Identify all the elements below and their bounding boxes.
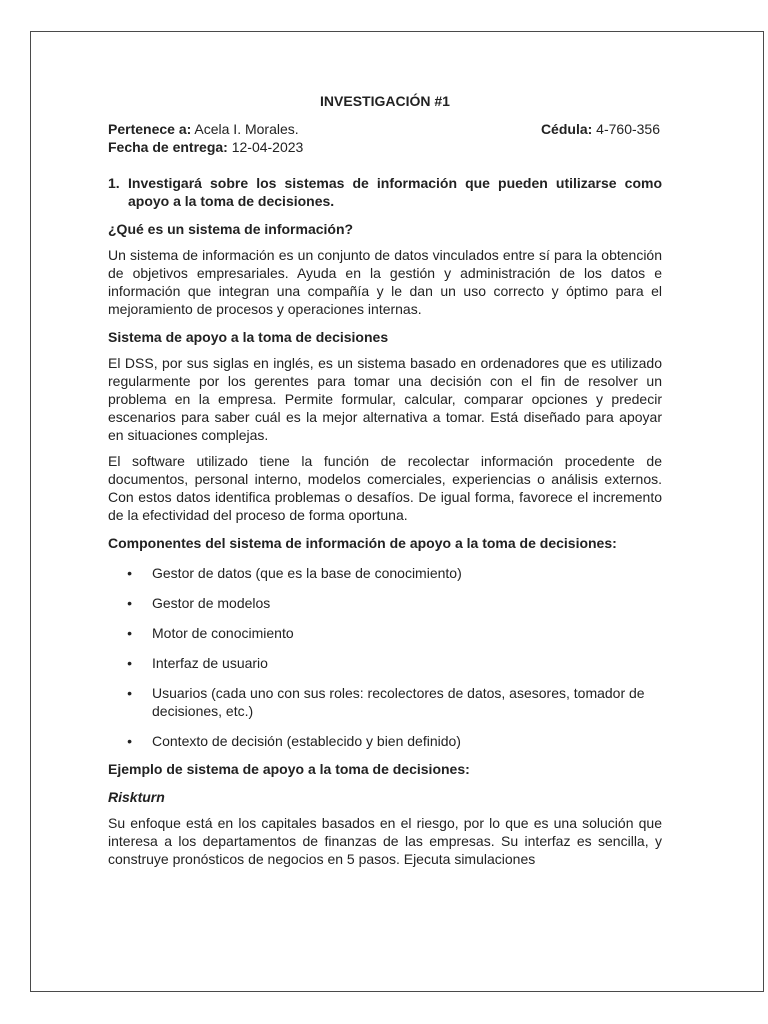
id-field [541, 120, 662, 138]
list-item: • Gestor de modelos [108, 594, 662, 612]
document-title: INVESTIGACIÓN #1 [320, 93, 450, 109]
date-field [108, 138, 662, 156]
meta-row-owner [108, 120, 662, 138]
bullet-icon: • [127, 655, 132, 671]
bullet-icon: • [127, 595, 132, 611]
list-item: • Interfaz de usuario [108, 654, 662, 672]
document-content [108, 92, 662, 868]
heading-dss: Sistema de apoyo a la toma de decisiones [108, 329, 389, 345]
question-1-text: Investigará sobre los sistemas de información que pueden utilizarse como apoyo a la toma de decisiones. [128, 175, 662, 209]
list-item: • Gestor de datos (que es la base de conocimiento) [108, 564, 662, 582]
heading-riskturn: Riskturn [108, 789, 165, 805]
paragraph-info-system: Un sistema de información es un conjunto de datos vinculados entre sí para la obtención de objetivos empresariales. Ayuda en la gestión y administración de los datos e información que integran una compañía y le dan un uso correcto y óptimo para el mejoramiento de procesos y operaciones internas. [108, 247, 662, 317]
id-label: Cédula: [540, 121, 593, 137]
owner-label: Pertenece a: [108, 121, 192, 137]
bullet-icon: • [127, 565, 132, 581]
heading-info-system: ¿Qué es un sistema de información? [108, 221, 354, 237]
paragraph-dss-2: El software utilizado tiene la función de recolectar información procedente de documentos, personal interno, modelos comerciales, experiencias o análisis externos. Con estos datos identifica problemas o desafíos. De igual forma, favorece el incremento de la efectividad del proceso de forma oportuna. [108, 453, 662, 523]
list-item: • Motor de conocimiento [108, 624, 662, 642]
heading-components: Componentes del sistema de información de apoyo a la toma de decisiones: [108, 535, 617, 551]
bullet-icon: • [127, 685, 132, 701]
id-value: 4-760-356 [592, 121, 660, 137]
heading-example: Ejemplo de sistema de apoyo a la toma de decisiones: [108, 761, 470, 777]
components-list [108, 564, 662, 750]
date-label: Fecha de entrega: [108, 139, 228, 155]
owner-value: Acela I. Morales. [191, 121, 299, 137]
document-page [30, 31, 764, 992]
bullet-icon: • [127, 625, 132, 641]
date-value: 12-04-2023 [227, 139, 304, 155]
question-1 [108, 174, 662, 210]
paragraph-riskturn: Su enfoque está en los capitales basados en el riesgo, por lo que es una solución que interesa a los departamentos de finanzas de las empresas. Su interfaz es sencilla, y construye pronósticos de negocios en 5 pasos. Ejecuta simulaciones [108, 815, 662, 867]
list-item: • Contexto de decisión (establecido y bien definido) [108, 732, 662, 750]
paragraph-dss-1: El DSS, por sus siglas en inglés, es un sistema basado en ordenadores que es utilizado regularmente por los gerentes para tomar una decisión con el fin de resolver un problema en la empresa. Permite formular, calcular, comparar opciones y predecir escenarios para saber cuál es la mejor alternativa a tomar. Está diseñado para apoyar en situaciones complejas. [108, 355, 662, 443]
bullet-icon: • [127, 733, 132, 749]
owner-field [108, 120, 299, 138]
question-1-number: 1. [108, 175, 120, 191]
list-item: • Usuarios (cada uno con sus roles: recolectores de datos, asesores, tomador de decisiones, etc.) [108, 684, 662, 720]
